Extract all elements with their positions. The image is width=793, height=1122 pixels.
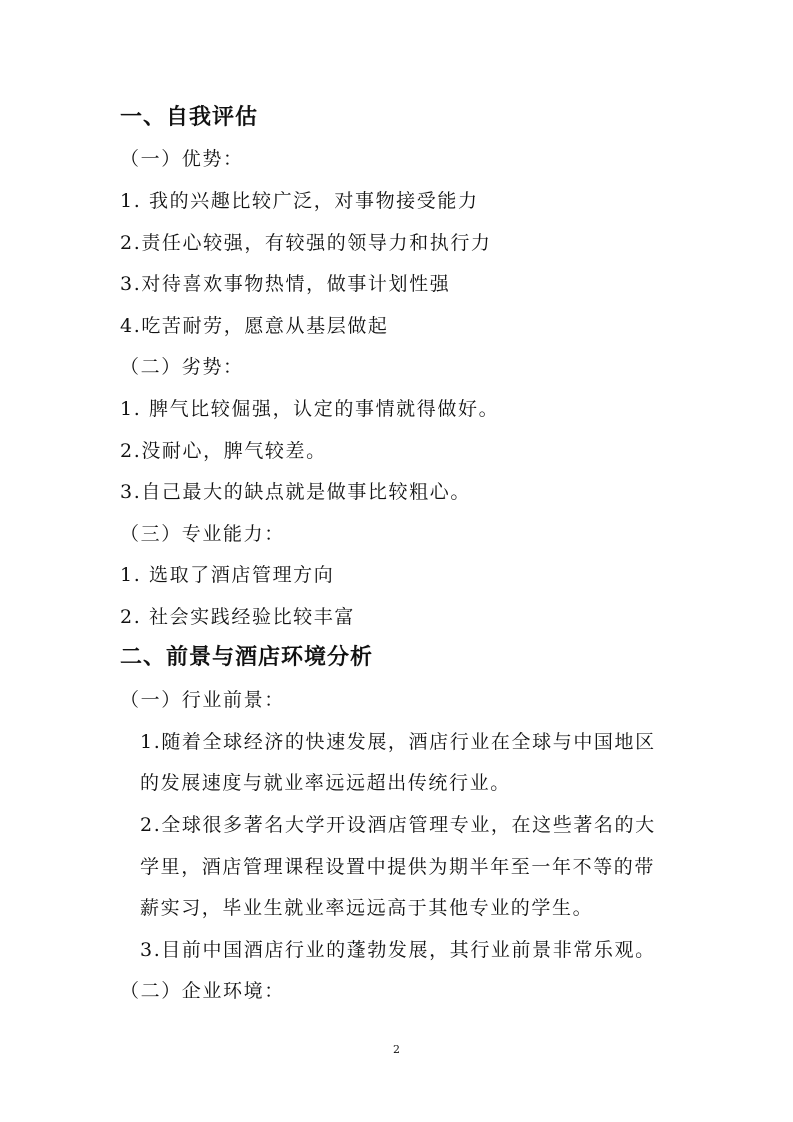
strength-item: 4.吃苦耐劳，愿意从基层做起 (120, 315, 389, 337)
prospect-line: 3.目前中国酒店行业的蓬勃发展，其行业前景非常乐观。 (140, 939, 656, 961)
prospect-line: 2.全球很多著名大学开设酒店管理专业，在这些著名的大 (140, 814, 656, 836)
heading-prospects-analysis: 二、前景与酒店环境分析 (120, 645, 374, 670)
strength-item: 1. 我的兴趣比较广泛，对事物接受能力 (120, 190, 479, 212)
subheading-strengths: （一）优势： (120, 148, 244, 170)
heading-self-assessment: 一、自我评估 (120, 105, 259, 130)
prospect-line: 学里，酒店管理课程设置中提供为期半年至一年不等的带 (140, 856, 656, 878)
weakness-item: 2.没耐心，脾气较差。 (120, 440, 327, 462)
page-number: 2 (393, 1043, 400, 1056)
prospect-line: 薪实习，毕业生就业率远远高于其他专业的学生。 (140, 897, 594, 919)
subheading-weaknesses: （二）劣势： (120, 356, 244, 378)
subheading-abilities: （三）专业能力： (120, 523, 285, 545)
strength-item: 2.责任心较强，有较强的领导力和执行力 (120, 232, 492, 254)
ability-item: 2. 社会实践经验比较丰富 (120, 606, 355, 628)
strength-item: 3.对待喜欢事物热情，做事计划性强 (120, 273, 451, 295)
subheading-industry-prospects: （一）行业前景： (120, 689, 285, 711)
subheading-business-environment: （二）企业环境： (120, 980, 285, 1002)
weakness-item: 1. 脾气比较倔强，认定的事情就得做好。 (120, 398, 500, 420)
prospect-line: 的发展速度与就业率远远超出传统行业。 (140, 772, 511, 794)
ability-item: 1. 选取了酒店管理方向 (120, 564, 335, 586)
prospect-line: 1.随着全球经济的快速发展，酒店行业在全球与中国地区 (140, 731, 656, 753)
weakness-item: 3.自己最大的缺点就是做事比较粗心。 (120, 481, 471, 503)
